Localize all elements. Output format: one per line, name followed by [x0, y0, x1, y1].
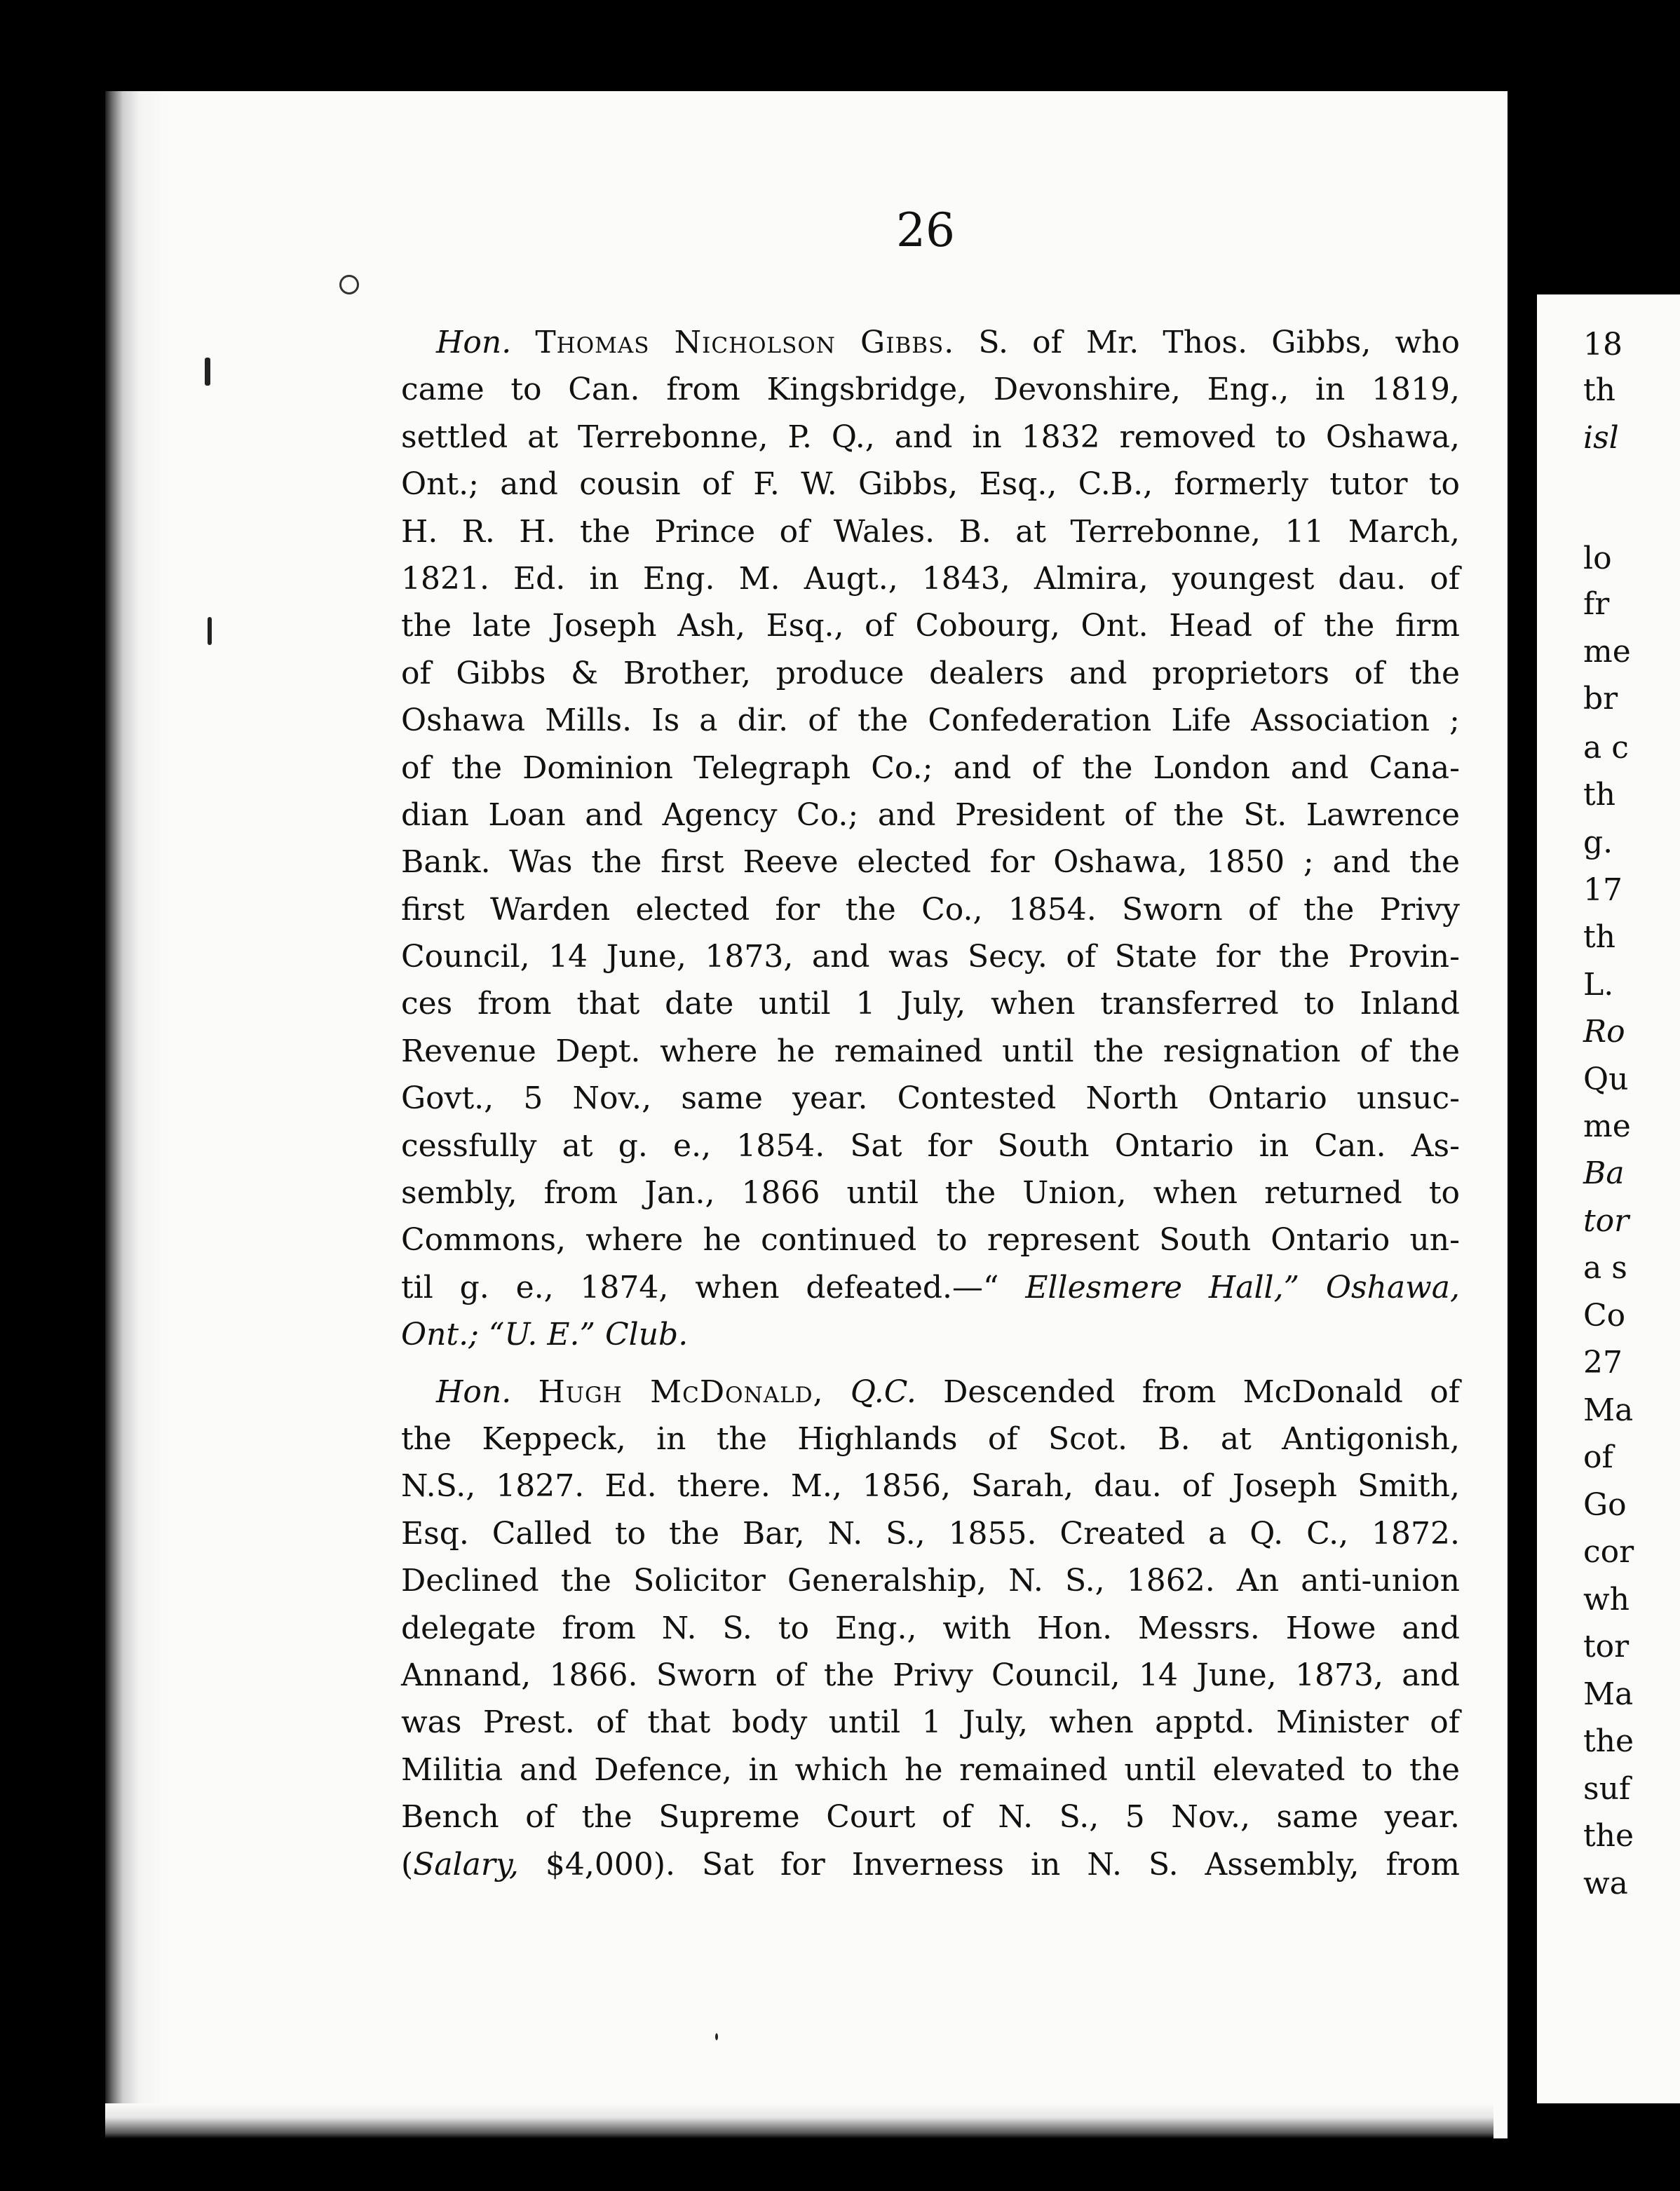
- text-line: Bench of the Supreme Court of N. S., 5 Nov., same year.: [401, 1799, 1460, 1836]
- fragment-text: Ma: [1583, 1392, 1634, 1428]
- text-line: was Prest. of that body until 1 July, when apptd. Minister of: [401, 1704, 1460, 1741]
- binding-mark: [205, 358, 210, 386]
- binding-mark: [339, 275, 359, 294]
- fragment-text: 18: [1583, 327, 1623, 362]
- fragment-text: lo: [1583, 541, 1612, 576]
- text-line: til g. e., 1874, when defeated.—“ Ellesmere Hall,” Oshawa,: [401, 1269, 1460, 1305]
- text-line: sembly, from Jan., 1866 until the Union, when returned to: [401, 1175, 1460, 1212]
- fragment-text: wh: [1583, 1582, 1630, 1617]
- text-line: Declined the Solicitor Generalship, N. S., 1862. An anti-union: [401, 1563, 1460, 1599]
- fragment-text: br: [1583, 681, 1618, 717]
- page-body-text: [401, 319, 1460, 1888]
- fragment-text: th: [1583, 372, 1616, 408]
- fragment-text: 27: [1583, 1345, 1623, 1381]
- text-line: Militia and Defence, in which he remained until elevated to the: [401, 1751, 1460, 1788]
- text-line: H. R. H. the Prince of Wales. B. at Terrebonne, 11 March,: [401, 513, 1460, 550]
- fragment-text: Ro: [1583, 1014, 1625, 1050]
- fragment-text: th: [1583, 919, 1616, 955]
- text-line: the late Joseph Ash, Esq., of Cobourg, Ont. Head of the firm: [401, 608, 1460, 644]
- text-line: of Gibbs & Brother, produce dealers and proprietors of the: [401, 655, 1460, 691]
- fragment-text: of: [1583, 1439, 1613, 1475]
- fragment-text: wa: [1583, 1866, 1628, 1901]
- entry-mcdonald: [401, 1369, 1460, 1888]
- fragment-text: a c: [1583, 730, 1629, 766]
- text-line: Revenue Dept. where he remained until the resignation of the: [401, 1033, 1460, 1069]
- text-line: cessfully at g. e., 1854. Sat for South Ontario in Can. As-: [401, 1127, 1460, 1164]
- text-line: Hon. Hugh McDonald, Q.C. Descended from McDonald of: [436, 1373, 1460, 1410]
- fragment-text: Go: [1583, 1487, 1627, 1523]
- fragment-text: the: [1583, 1818, 1634, 1854]
- gutter-shadow: [1509, 91, 1537, 2138]
- text-line: the Keppeck, in the Highlands of Scot. B. at Antigonish,: [401, 1420, 1460, 1457]
- fragment-text: Co: [1583, 1298, 1626, 1334]
- text-line: (Salary, $4,000). Sat for Inverness in N. S. Assembly, from: [401, 1846, 1460, 1883]
- fragment-text: Ba: [1583, 1155, 1625, 1191]
- fragment-text: isl: [1583, 420, 1619, 456]
- text-line: Commons, where he continued to represent South Ontario un-: [401, 1222, 1460, 1259]
- fragment-text: Qu: [1583, 1061, 1629, 1097]
- text-line: Govt., 5 Nov., same year. Contested North Ontario unsuc-: [401, 1080, 1460, 1117]
- fragment-text: me: [1583, 1108, 1631, 1144]
- fragment-text: suf: [1583, 1771, 1631, 1807]
- fragment-text: the: [1583, 1723, 1634, 1759]
- page-number: 26: [896, 203, 955, 257]
- text-line: delegate from N. S. to Eng., with Hon. Messrs. Howe and: [401, 1610, 1460, 1646]
- text-line: Esq. Called to the Bar, N. S., 1855. Created a Q. C., 1872.: [401, 1515, 1460, 1552]
- fragment-text: tor: [1583, 1629, 1630, 1664]
- text-line: of the Dominion Telegraph Co.; and of the London and Cana-: [401, 749, 1460, 786]
- fragment-text: th: [1583, 777, 1616, 813]
- fragment-text: g.: [1583, 825, 1613, 860]
- text-line: Hon. Thomas Nicholson Gibbs. S. of Mr. Thos. Gibbs, who: [436, 325, 1460, 360]
- binding-mark: [208, 617, 212, 645]
- text-line: first Warden elected for the Co., 1854. Sworn of the Privy: [401, 891, 1460, 928]
- text-line: ces from that date until 1 July, when transferred to Inland: [401, 986, 1460, 1022]
- entry-gibbs: [401, 319, 1460, 1359]
- text-line: Bank. Was the first Reeve elected for Oshawa, 1850 ; and the: [401, 844, 1460, 881]
- text-line: settled at Terrebonne, P. Q., and in 1832 removed to Oshawa,: [401, 419, 1460, 455]
- binding-mark: [715, 2033, 718, 2040]
- fragment-text: L.: [1583, 967, 1614, 1003]
- text-line: Ont.; “U. E.” Club.: [401, 1317, 689, 1353]
- text-line: Oshawa Mills. Is a dir. of the Confederation Life Association ;: [401, 703, 1460, 739]
- fragment-text: fr: [1583, 586, 1610, 622]
- page-binding-shading: [105, 91, 168, 2138]
- text-line: Annand, 1866. Sworn of the Privy Council, 14 June, 1873, and: [401, 1657, 1460, 1693]
- text-line: dian Loan and Agency Co.; and President of the St. Lawrence: [401, 796, 1460, 833]
- text-line: 1821. Ed. in Eng. M. Augt., 1843, Almira, youngest dau. of: [401, 560, 1460, 597]
- text-line: Ont.; and cousin of F. W. Gibbs, Esq., C.B., formerly tutor to: [401, 466, 1460, 503]
- fragment-text: tor: [1583, 1203, 1630, 1239]
- text-line: Council, 14 June, 1873, and was Secy. of State for the Provin-: [401, 939, 1460, 975]
- text-line: N.S., 1827. Ed. there. M., 1856, Sarah, dau. of Joseph Smith,: [401, 1468, 1460, 1505]
- fragment-text: me: [1583, 634, 1631, 670]
- facing-page-fragment: [1537, 294, 1680, 2103]
- fragment-text: cor: [1583, 1534, 1634, 1570]
- fragment-text: a s: [1583, 1250, 1627, 1286]
- page-bottom-edge: [105, 2103, 1493, 2138]
- fragment-text: 17: [1583, 872, 1623, 908]
- text-line: came to Can. from Kingsbridge, Devonshire, Eng., in 1819,: [401, 372, 1460, 408]
- fragment-text: Ma: [1583, 1676, 1634, 1712]
